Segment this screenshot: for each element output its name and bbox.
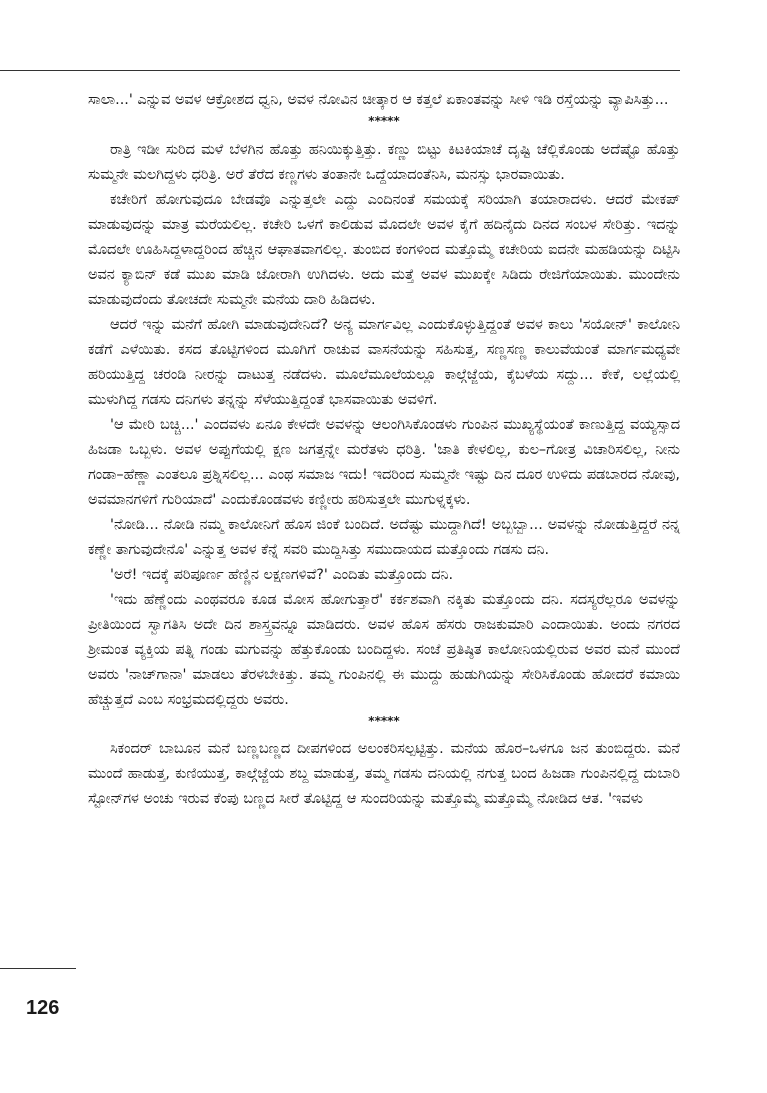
section-separator: ***** — [368, 714, 400, 728]
paragraph-7: 'ಅರೆ! ಇದಕ್ಕೆ ಪರಿಪೂರ್ಣ ಹೆಣ್ಣಿನ ಲಕ್ಷಣಗಳಿವೆ?' ಎಂದಿತು ಮತ್ತೊಂದು ದನಿ. — [110, 567, 454, 583]
page-number: 126 — [26, 997, 60, 1019]
paragraph-5: 'ಆ ಮೇರಿ ಬಚ್ಚಿ...' ಎಂದವಳು ಏನೂ ಕೇಳದೇ ಅವಳನ್ನು ಆಲಂಗಿಸಿಕೊಂಡಳು ಗುಂಪಿನ ಮುಖ್ಯಸ್ಥೆಯಂತೆ ಕಾಣುತ್ತಿದ್ದ ವಯ್ಯಸ್ಸಾದ ಹಿಜಡಾ ಒಬ್ಬಳು. ಅವಳ ಅಪ್ಪುಗೆಯಲ್ಲಿ ಕ್ಷಣ ಜಗತ್ತನ್ನೇ ಮರೆತಳು ಧರಿತ್ರಿ. 'ಜಾತಿ ಕೇಳಲಿಲ್ಲ, ಕುಲ–ಗೋತ್ರ ವಿಚಾರಿಸಲಿಲ್ಲ, ನೀನು ಗಂಡಾ–ಹೆಣ್ಣಾ ಎಂತಲೂ ಪ್ರಶ್ನಿಸಲಿಲ್ಲ... ಎಂಥ ಸಮಾಜ ಇದು! ಇದರಿಂದ ಸುಮ್ಮನೇ ಇಷ್ಟು ದಿನ ದೂರ ಉಳಿದು ಪಡಬಾರದ ನೋವು, ಅವಮಾನಗಳಿಗೆ ಗುರಿಯಾದೆ' ಎಂದುಕೊಂಡವಳು ಕಣ್ಣೀರು ಹರಿಸುತ್ತಲೇ ಮುಗುಳ್ನಕ್ಕಳು. — [88, 417, 680, 508]
paragraph-6: 'ನೋಡಿ... ನೋಡಿ ನಮ್ಮ ಕಾಲೋನಿಗೆ ಹೊಸ ಜಿಂಕೆ ಬಂದಿದೆ. ಅದೆಷ್ಟು ಮುದ್ದಾಗಿದೆ! ಅಬ್ಬಬ್ಬಾ... ಅವಳನ್ನು ನೋಡುತ್ತಿದ್ದರೆ ನನ್ನ ಕಣ್ಣೇ ತಾಗುವುದೇನೊ' ಎನ್ನುತ್ತ ಅವಳ ಕೆನ್ನೆ ಸವರಿ ಮುದ್ದಿಸಿತ್ತು ಸಮುದಾಯದ ಮತ್ತೊಂದು ಗಡಸು ದನಿ. — [88, 517, 680, 558]
paragraph-9: ಸಿಕಂದರ್ ಬಾಬೂನ ಮನೆ ಬಣ್ಣಬಣ್ಣದ ದೀಪಗಳಿಂದ ಅಲಂಕರಿಸಲ್ಪಟ್ಟಿತ್ತು. ಮನೆಯ ಹೊರ–ಒಳಗೂ ಜನ ತುಂಬಿದ್ದರು. ಮನೆ ಮುಂದೆ ಹಾಡುತ್ತ, ಕುಣಿಯುತ್ತ, ಕಾಲ್ಗೆಜ್ಜೆಯ ಶಬ್ದ ಮಾಡುತ್ತ, ತಮ್ಮ ಗಡಸು ದನಿಯಲ್ಲಿ ನಗುತ್ತ ಬಂದ ಹಿಜಡಾ ಗುಂಪಿನಲ್ಲಿದ್ದ ದುಬಾರಿ ಸ್ಟೋನ್‌ಗಳ ಅಂಚು ಇರುವ ಕೆಂಪು ಬಣ್ಣದ ಸೀರೆ ತೊಟ್ಟಿದ್ದ ಆ ಸುಂದರಿಯನ್ನು ಮತ್ತೊಮ್ಮೆ ಮತ್ತೊಮ್ಮೆ ನೋಡಿದ ಆತ. 'ಇವಳು — [88, 741, 680, 807]
paragraph-4: ಆದರೆ ಇನ್ನು ಮನೆಗೆ ಹೋಗಿ ಮಾಡುವುದೇನಿದೆ? ಅನ್ಯ ಮಾರ್ಗವಿಲ್ಲ ಎಂದುಕೊಳ್ಳುತ್ತಿದ್ದಂತೆ ಅವಳ ಕಾಲು 'ಸಯೋನ್' ಕಾಲೋನಿ ಕಡೆಗೆ ಎಳೆಯಿತು. ಕಸದ ತೊಟ್ಟಿಗಳಿಂದ ಮೂಗಿಗೆ ರಾಚುವ ವಾಸನೆಯನ್ನು ಸಹಿಸುತ್ತ, ಸಣ್ಣಸಣ್ಣ ಕಾಲುವೆಯಂತೆ ಮಾರ್ಗಮಧ್ಯವೇ ಹರಿಯುತ್ತಿದ್ದ ಚರಂಡಿ ನೀರನ್ನು ದಾಟುತ್ತ ನಡೆದಳು. ಮೂಲೆಮೂಲೆಯಲ್ಲೂ ಕಾಲ್ಗೆಜ್ಜೆಯ, ಕೈಬಳೆಯ ಸದ್ದು... ಕೇಕೆ, ಲಲ್ಲೆಯಲ್ಲಿ ಮುಳುಗಿದ್ದ ಗಡಸು ದನಿಗಳು ತನ್ನನ್ನು ಸೆಳೆಯುತ್ತಿದ್ದಂತೆ ಭಾಸವಾಯಿತು ಅವಳಿಗೆ. — [88, 317, 680, 408]
paragraph-3: ಕಚೇರಿಗೆ ಹೋಗುವುದೂ ಬೇಡವೊ ಎನ್ನುತ್ತಲೇ ಎದ್ದು ಎಂದಿನಂತೆ ಸಮಯಕ್ಕೆ ಸರಿಯಾಗಿ ತಯಾರಾದಳು. ಆದರೆ ಮೇಕಪ್ ಮಾಡುವುದನ್ನು ಮಾತ್ರ ಮರೆಯಲಿಲ್ಲ. ಕಚೇರಿ ಒಳಗೆ ಕಾಲಿಡುವ ಮೊದಲೇ ಅವಳ ಕೈಗೆ ಹದಿನೈದು ದಿನದ ಸಂಬಳ ಸೇರಿತ್ತು. ಇದನ್ನು ಮೊದಲೇ ಊಹಿಸಿದ್ದಳಾದ್ದರಿಂದ ಹೆಚ್ಚಿನ ಆಘಾತವಾಗಲಿಲ್ಲ. ತುಂಬಿದ ಕಂಗಳಿಂದ ಮತ್ತೊಮ್ಮೆ ಕಚೇರಿಯ ಐದನೇ ಮಹಡಿಯನ್ನು ದಿಟ್ಟಿಸಿ ಅವನ ಕ್ಯಾಬಿನ್ ಕಡೆ ಮುಖ ಮಾಡಿ ಜೋರಾಗಿ ಉಗಿದಳು. ಅದು ಮತ್ತೆ ಅವಳ ಮುಖಕ್ಕೇ ಸಿಡಿದು ರೇಜಿಗೆಯಾಯಿತು. ಮುಂದೇನು ಮಾಡುವುದೆಂದು ತೋಚದೇ ಸುಮ್ಮನೇ ಮನೆಯ ದಾರಿ ಹಿಡಿದಳು. — [88, 192, 680, 308]
section-separator: ***** — [368, 114, 400, 128]
page-number-rule — [0, 968, 76, 969]
paragraph-8: 'ಇದು ಹೆಣ್ಣೆಂದು ಎಂಥವರೂ ಕೂಡ ಮೋಸ ಹೋಗುತ್ತಾರೆ' ಕರ್ಕಶವಾಗಿ ನಕ್ಕಿತು ಮತ್ತೊಂದು ದನಿ. ಸದಸ್ಯರೆಲ್ಲರೂ ಅವಳನ್ನು ಪ್ರೀತಿಯಿಂದ ಸ್ವಾಗತಿಸಿ ಅದೇ ದಿನ ಶಾಸ್ತ್ರವನ್ನೂ ಮಾಡಿದರು. ಅವಳ ಹೊಸ ಹೆಸರು ರಾಜಕುಮಾರಿ ಎಂದಾಯಿತು. ಅಂದು ನಗರದ ಶ್ರೀಮಂತ ವ್ಯಕ್ತಿಯ ಪತ್ನಿ ಗಂಡು ಮಗುವನ್ನು ಹೆತ್ತುಕೊಂಡು ಬಂದಿದ್ದಳು. ಸಂಜೆ ಪ್ರತಿಷ್ಠಿತ ಕಾಲೋನಿಯಲ್ಲಿರುವ ಅವರ ಮನೆ ಮುಂದೆ ಅವರು 'ನಾಚ್‌ಗಾನಾ' ಮಾಡಲು ತೆರಳಬೇಕಿತ್ತು. ತಮ್ಮ ಗುಂಪಿನಲ್ಲಿ ಈ ಮುದ್ದು ಹುಡುಗಿಯನ್ನು ಸೇರಿಸಿಕೊಂಡು ಹೋದರೆ ಕಮಾಯಿ ಹೆಚ್ಚುತ್ತದೆ ಎಂಬ ಸಂಭ್ರಮದಲ್ಲಿದ್ದರು ಅವರು. — [88, 592, 680, 708]
page-text — [88, 88, 680, 812]
top-rule — [0, 70, 680, 71]
paragraph-1: ಸಾಲಾ...' ಎನ್ನುವ ಅವಳ ಆಕ್ರೋಶದ ಧ್ವನಿ, ಅವಳ ನೋವಿನ ಚೀತ್ಕಾರ ಆ ಕತ್ತಲೆ ಏಕಾಂತವನ್ನು ಸೀಳಿ ಇಡಿ ರಸ್ತೆಯನ್ನು ವ್ಯಾಪಿಸಿತ್ತು... — [88, 92, 669, 108]
paragraph-2: ರಾತ್ರಿ ಇಡೀ ಸುರಿದ ಮಳೆ ಬೆಳಗಿನ ಹೊತ್ತು ಹನಿಯಿಕ್ಕುತ್ತಿತ್ತು. ಕಣ್ಣು ಬಿಟ್ಟು ಕಿಟಕಿಯಾಚೆ ದೃಷ್ಟಿ ಚೆಲ್ಲಿಕೊಂಡು ಅದೆಷ್ಟೊ ಹೊತ್ತು ಸುಮ್ಮನೇ ಮಲಗಿದ್ದಳು ಧರಿತ್ರಿ. ಅರೆ ತೆರೆದ ಕಣ್ಣಗಳು ತಂತಾನೇ ಒದ್ದೆಯಾದಂತೆನಿಸಿ, ಮನಸ್ಸು ಭಾರವಾಯಿತು. — [88, 142, 680, 183]
